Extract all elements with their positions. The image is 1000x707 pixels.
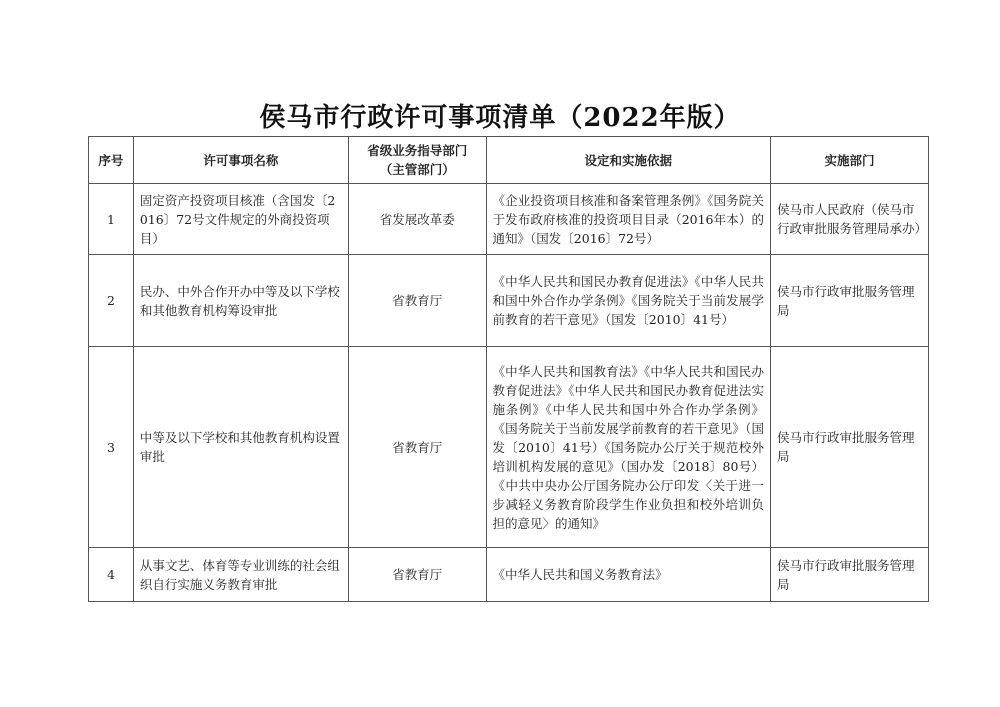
header-name: 许可事项名称 — [133, 137, 348, 184]
table-row — [89, 548, 929, 602]
header-impl: 实施部门 — [770, 137, 928, 184]
cell-dept: 省发展改革委 — [348, 184, 486, 255]
cell-dept: 省教育厅 — [348, 548, 486, 602]
cell-dept: 省教育厅 — [348, 255, 486, 347]
permit-list-table — [88, 136, 929, 602]
table-row — [89, 184, 929, 255]
cell-name: 固定资产投资项目核准（含国发〔2016〕72号文件规定的外商投资项目） — [133, 184, 348, 255]
cell-name: 中等及以下学校和其他教育机构设置审批 — [133, 347, 348, 548]
header-dept — [348, 137, 486, 184]
cell-no: 3 — [89, 347, 134, 548]
table-header-row — [89, 137, 929, 184]
table-row — [89, 255, 929, 347]
cell-impl: 侯马市人民政府（侯马市行政审批服务管理局承办） — [770, 184, 928, 255]
cell-impl: 侯马市行政审批服务管理局 — [770, 255, 928, 347]
header-basis: 设定和实施依据 — [486, 137, 770, 184]
cell-no: 2 — [89, 255, 134, 347]
cell-dept: 省教育厅 — [348, 347, 486, 548]
cell-name: 从事文艺、体育等专业训练的社会组织自行实施义务教育审批 — [133, 548, 348, 602]
cell-basis: 《中华人民共和国民办教育促进法》《中华人民共和国中外合作办学条例》《国务院关于当前发展学前教育的若干意见》（国发〔2010〕41号） — [486, 255, 770, 347]
cell-no: 1 — [89, 184, 134, 255]
cell-basis: 《企业投资项目核准和备案管理条例》《国务院关于发布政府核准的投资项目目录（2016年本）的通知》（国发〔2016〕72号） — [486, 184, 770, 255]
header-dept-line1: 省级业务指导部门 — [367, 143, 468, 158]
cell-basis: 《中华人民共和国教育法》《中华人民共和国民办教育促进法》《中华人民共和国民办教育促进法实施条例》《中华人民共和国中外合作办学条例》《国务院关于当前发展学前教育的若干意见》（国发〔2010〕41号）《国务院办公厅关于规范校外培训机构发展的意见》（国办发〔2018〕80号）《中共中央办公厅国务院办公厅印发〈关于进一步减轻义务教育阶段学生作业负担和校外培训负担的意见〉的通知》 — [486, 347, 770, 548]
cell-impl: 侯马市行政审批服务管理局 — [770, 347, 928, 548]
page-title: 侯马市行政许可事项清单（2022年版） — [259, 103, 741, 133]
cell-impl: 侯马市行政审批服务管理局 — [770, 548, 928, 602]
table-row — [89, 347, 929, 548]
header-no: 序号 — [89, 137, 134, 184]
cell-name: 民办、中外合作开办中等及以下学校和其他教育机构筹设审批 — [133, 255, 348, 347]
cell-no: 4 — [89, 548, 134, 602]
header-dept-line2: （主管部门） — [379, 162, 455, 177]
cell-basis: 《中华人民共和国义务教育法》 — [486, 548, 770, 602]
